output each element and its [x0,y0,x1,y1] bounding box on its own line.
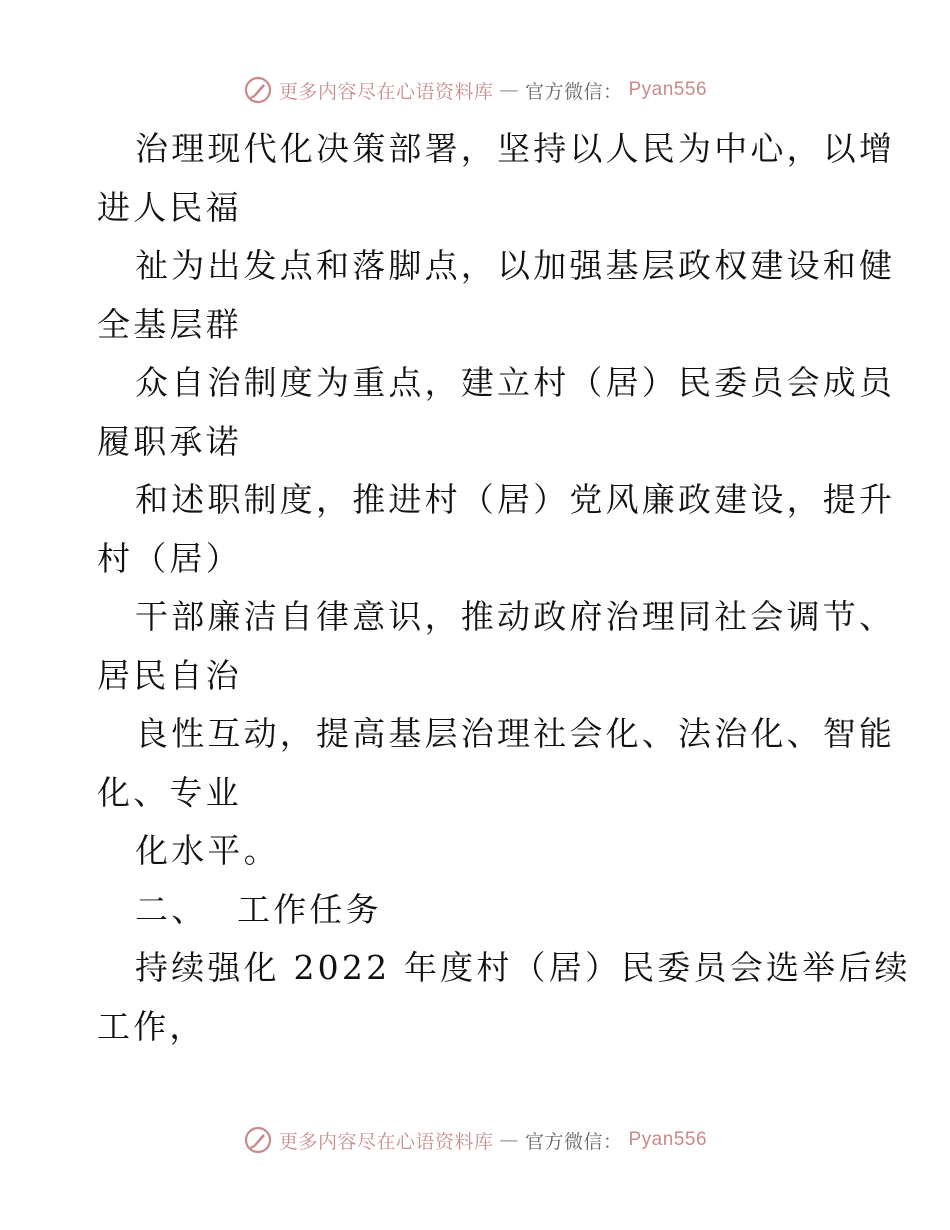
text-line: 众自治制度为重点，建立村（居）民委员会成员 [135,363,896,402]
text-line: 治理现代化决策部署，坚持以人民为中心，以增 [135,129,896,168]
text-line: 全基层群 [97,304,242,344]
text-line: 良性互动，提高基层治理社会化、法治化、智能 [135,714,896,753]
footer-watermark [0,1120,950,1160]
watermark-separator: — [499,1129,519,1151]
text-line: 化水平。 [135,831,280,870]
text-line: 工作， [97,1006,206,1046]
header-watermark [0,70,950,110]
watermark-separator: — [499,79,519,101]
text-line: 村（居） [97,538,242,578]
watermark-label: 官方微信： [524,1130,623,1153]
text-line: 祉为出发点和落脚点，以加强基层政权建设和健 [135,246,896,285]
text-line: 干部廉洁自律意识，推动政府治理同社会调节、 [135,597,896,636]
section-number: 二、 [135,889,208,929]
text-line: 化、专业 [97,772,242,812]
watermark-site: 更多内容尽在心语资料库 [278,80,494,103]
quill-logo-icon [243,75,273,105]
text-line: 进人民福 [97,187,242,227]
text-line: 和述职制度，推进村（居）党风廉政建设，提升 [135,480,896,519]
text-line: 持续强化 2022 年度村（居）民委员会选举后续 [135,948,911,987]
text-line: 履职承诺 [97,421,242,461]
document-body [97,120,911,1056]
watermark-id: Pyan556 [628,1129,708,1150]
quill-logo-icon [243,1125,273,1155]
section-title: 工作任务 [237,889,382,929]
text-line: 居民自治 [97,655,242,695]
watermark-id: Pyan556 [628,79,708,100]
watermark-site: 更多内容尽在心语资料库 [278,1130,494,1153]
watermark-label: 官方微信： [524,80,623,103]
section-heading [97,881,857,940]
